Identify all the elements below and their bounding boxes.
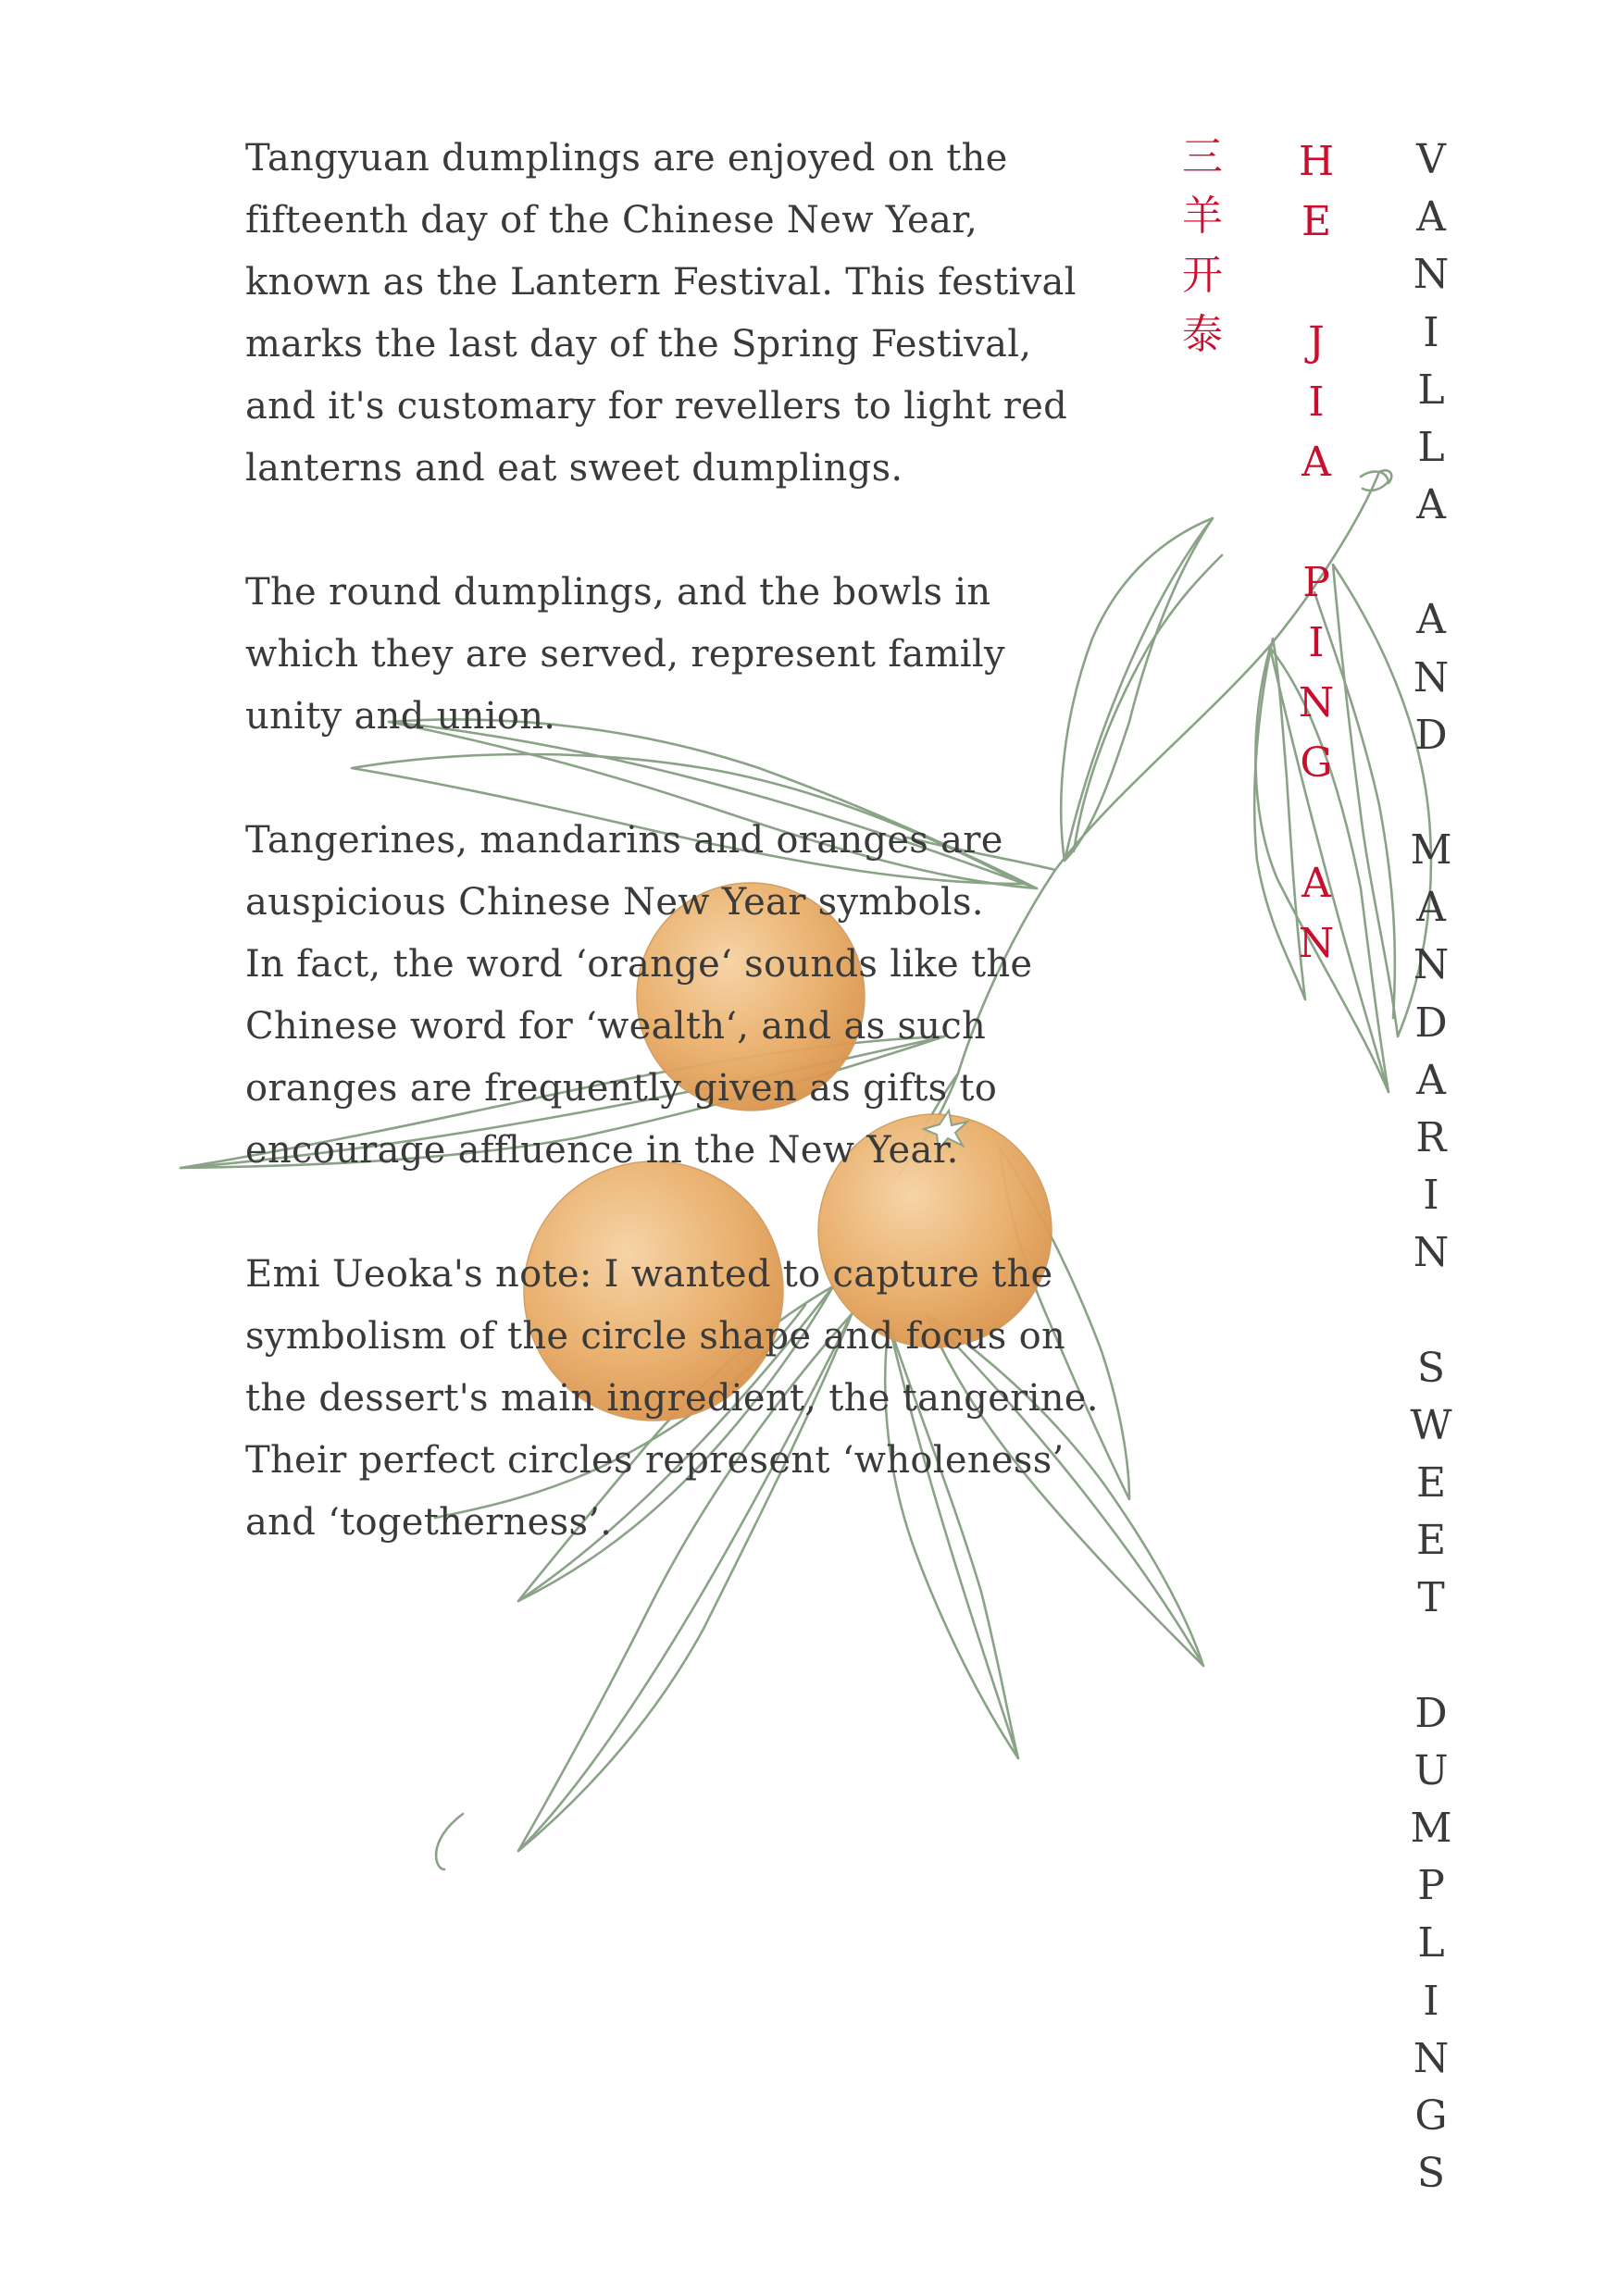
title-letter: R	[1415, 1114, 1447, 1162]
title-letter: G	[1414, 2092, 1448, 2141]
title-letter: I	[1308, 619, 1325, 666]
title-letter: M	[1410, 826, 1452, 875]
text-line: the dessert's main ingredient, the tangerine.	[245, 1377, 1099, 1420]
title-letter: 泰	[1182, 311, 1223, 358]
title-letter: I	[1308, 379, 1325, 426]
text-line: known as the Lantern Festival. This festival	[245, 261, 1077, 304]
title-letter: M	[1410, 1805, 1452, 1853]
text-line: Tangyuan dumplings are enjoyed on the	[245, 137, 1008, 180]
text-line: marks the last day of the Spring Festival,	[245, 323, 1032, 366]
text-line: Chinese word for ‘wealth‘, and as such	[245, 1005, 987, 1048]
title-letter: S	[1416, 1344, 1446, 1392]
title-letter: N	[1413, 2034, 1450, 2082]
text-line: Their perfect circles represent ‘wholeness’	[245, 1439, 1065, 1482]
title-letter: I	[1423, 308, 1439, 356]
title-letter: J	[1308, 318, 1325, 366]
text-line: Emi Ueoka's note: I wanted to capture the	[245, 1253, 1053, 1296]
title-letter: N	[1413, 1229, 1450, 1277]
title-letter: T	[1417, 1574, 1445, 1622]
text-line: and it's customary for revellers to light red	[245, 385, 1068, 428]
title-letter: D	[1414, 1689, 1448, 1737]
text-line: In fact, the word ‘orange‘ sounds like the	[245, 943, 1033, 986]
title-letter: N	[1413, 941, 1450, 989]
title-letter: E	[1415, 1459, 1447, 1508]
text-line: Tangerines, mandarins and oranges are	[245, 819, 1003, 862]
title-letter: H	[1298, 138, 1335, 185]
text-line: The round dumplings, and the bowls in	[245, 571, 991, 614]
title-letter: L	[1417, 1919, 1445, 1967]
title-letter: P	[1302, 559, 1330, 606]
title-letter: W	[1410, 1401, 1452, 1449]
title-letter: N	[1413, 653, 1450, 701]
text-line: lanterns and eat sweet dumplings.	[245, 447, 903, 490]
text-line: oranges are frequently given as gifts to	[245, 1067, 998, 1110]
title-letter: A	[1416, 596, 1446, 644]
title-letter: A	[1416, 481, 1446, 529]
title-letter: D	[1414, 999, 1448, 1047]
paragraph-lantern-festival	[245, 128, 1077, 500]
dish-title	[1403, 131, 1459, 2203]
title-letter: A	[1301, 860, 1331, 907]
title-letter: V	[1416, 136, 1446, 183]
paragraph-artist-note	[245, 1244, 1099, 1554]
text-line: unity and union.	[245, 695, 556, 738]
title-letter: P	[1417, 1862, 1445, 1910]
title-letter: A	[1416, 193, 1446, 242]
title-letter: N	[1413, 251, 1450, 299]
title-letter: D	[1414, 711, 1448, 759]
leaf	[436, 1814, 463, 1869]
pinyin-title	[1289, 131, 1344, 974]
title-letter: E	[1301, 198, 1332, 245]
title-letter: N	[1298, 920, 1335, 967]
title-letter: L	[1417, 366, 1445, 414]
title-letter: A	[1416, 1056, 1446, 1104]
title-letter: E	[1415, 1517, 1447, 1565]
text-line: symbolism of the circle shape and focus on	[245, 1315, 1066, 1358]
paragraph-round-dumplings	[245, 562, 1060, 748]
title-letter: A	[1416, 884, 1446, 932]
body-text	[245, 128, 1099, 1616]
title-letter: I	[1423, 1977, 1439, 2025]
title-letter: A	[1301, 439, 1331, 486]
title-letter: N	[1298, 679, 1335, 726]
text-line: encourage affluence in the New Year.	[245, 1129, 959, 1172]
chinese-title	[1175, 128, 1230, 365]
title-letter: 羊	[1182, 192, 1223, 240]
title-letter: I	[1423, 1172, 1439, 1220]
text-line: and ‘togetherness’.	[245, 1501, 613, 1544]
leaf	[1061, 518, 1213, 861]
text-line: fifteenth day of the Chinese New Year,	[245, 199, 978, 242]
title-letter: 三	[1182, 133, 1223, 180]
title-letter: L	[1417, 424, 1445, 472]
title-letter: G	[1300, 739, 1333, 787]
text-line: auspicious Chinese New Year symbols.	[245, 881, 984, 924]
title-letter: 开	[1182, 252, 1223, 299]
text-line: which they are served, represent family	[245, 633, 1005, 676]
paragraph-tangerines	[245, 810, 1060, 1182]
title-letter: S	[1416, 2150, 1446, 2198]
title-letter: U	[1414, 1746, 1449, 1794]
leaf	[1074, 555, 1222, 851]
